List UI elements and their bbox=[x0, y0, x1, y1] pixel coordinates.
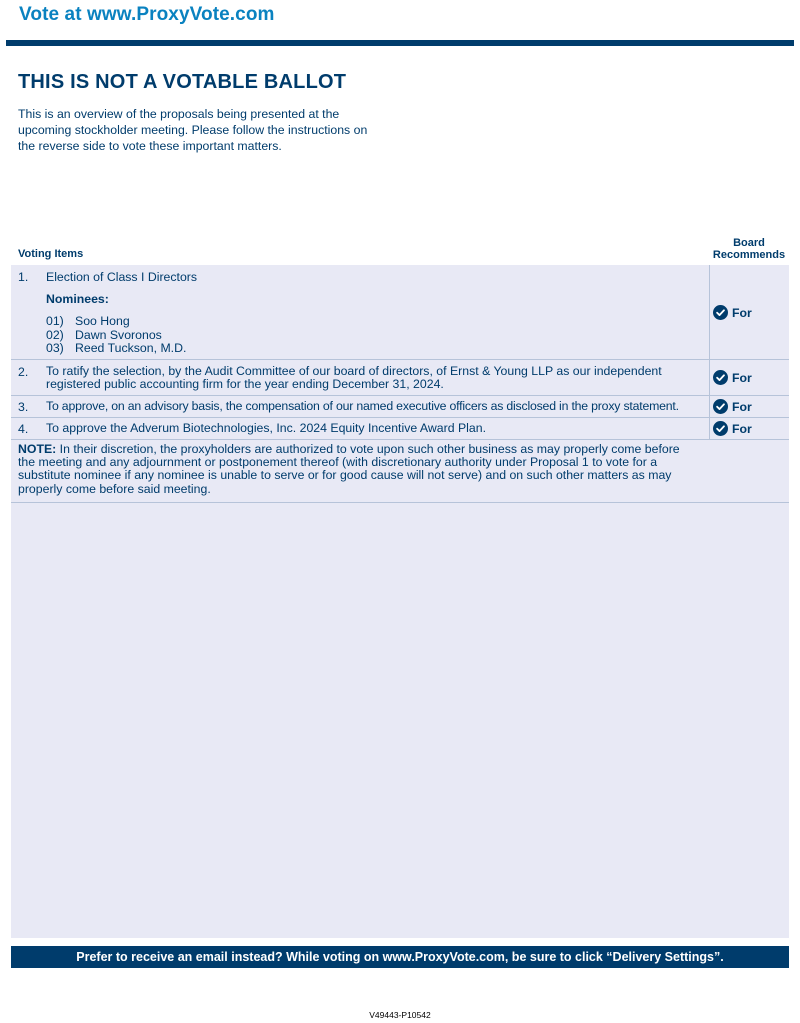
item-text bbox=[46, 365, 706, 391]
proxyvote-url-heading: Vote at www.ProxyVote.com bbox=[19, 4, 275, 25]
recommendation-label: For bbox=[732, 370, 752, 385]
note-line-2: the meeting and any adjournment or postponement thereof (with discretionary authority under Proposal 1 to vote for a bbox=[18, 455, 658, 470]
recommendation bbox=[713, 421, 752, 436]
delivery-settings-banner: Prefer to receive an email instead? While voting on www.ProxyVote.com, be sure to click “Delivery Settings”. bbox=[11, 946, 789, 968]
check-circle-icon bbox=[713, 305, 728, 320]
note-line-3: substitute nominee if any nominee is unable to serve or for good cause will not serve) and on such other matters as may bbox=[18, 468, 672, 483]
board-recommends-header bbox=[709, 237, 789, 261]
nominee-3 bbox=[46, 342, 186, 355]
intro-paragraph bbox=[18, 106, 398, 154]
discretion-note bbox=[18, 443, 718, 496]
recommendation bbox=[713, 370, 752, 385]
note-label: NOTE: bbox=[18, 442, 57, 456]
nominee-number: 01) bbox=[46, 314, 64, 328]
item-number: 3. bbox=[18, 400, 29, 414]
voting-items-header: Voting Items bbox=[18, 248, 84, 260]
nominees-label: Nominees: bbox=[46, 292, 109, 306]
page-title: THIS IS NOT A VOTABLE BALLOT bbox=[18, 71, 347, 93]
recommendation-label: For bbox=[732, 421, 752, 436]
note-line-4: properly come before said meeting. bbox=[18, 481, 211, 496]
voting-item-4 bbox=[11, 418, 789, 440]
intro-line-2: upcoming stockholder meeting. Please follow the instructions on bbox=[18, 123, 368, 137]
nominee-1 bbox=[46, 315, 130, 328]
intro-line-1: This is an overview of the proposals being presented at the bbox=[18, 107, 340, 121]
column-divider bbox=[709, 265, 710, 359]
intro-line-3: the reverse side to vote these important matters. bbox=[18, 139, 282, 153]
voting-item-1 bbox=[11, 265, 789, 360]
voting-item-2 bbox=[11, 360, 789, 396]
item-number: 1. bbox=[18, 270, 29, 284]
item-number: 4. bbox=[18, 422, 29, 436]
recommendation-label: For bbox=[732, 399, 752, 414]
nominee-number: 02) bbox=[46, 328, 64, 342]
check-circle-icon bbox=[713, 370, 728, 385]
check-circle-icon bbox=[713, 421, 728, 436]
note-divider bbox=[11, 502, 789, 503]
voting-item-3 bbox=[11, 396, 789, 418]
header-rule bbox=[6, 40, 794, 46]
check-circle-icon bbox=[713, 399, 728, 414]
note-line-1-text: In their discretion, the proxyholders are authorized to vote upon such other business as may properly come before bbox=[56, 442, 680, 456]
board-recommends-line-1: Board bbox=[733, 237, 765, 249]
document-code: V49443-P10542 bbox=[369, 1010, 431, 1020]
item-number: 2. bbox=[18, 365, 29, 379]
column-divider bbox=[709, 418, 710, 439]
recommendation-label: For bbox=[732, 305, 752, 320]
column-divider bbox=[709, 396, 710, 417]
item-text: To approve, on an advisory basis, the compensation of our named executive officers as disclosed in the proxy statement. bbox=[46, 399, 679, 413]
voting-items-panel bbox=[11, 265, 789, 938]
nominee-name: Dawn Svoronos bbox=[75, 328, 162, 342]
nominee-number: 03) bbox=[46, 341, 64, 355]
item-text-line-1: To ratify the selection, by the Audit Committee of our board of directors, of Ernst & Young LLP as our independent bbox=[46, 364, 662, 378]
item-text: Election of Class I Directors bbox=[46, 270, 198, 284]
nominee-name: Soo Hong bbox=[75, 314, 130, 328]
item-text-line-2: registered public accounting firm for the year ending December 31, 2024. bbox=[46, 377, 444, 391]
item-text: To approve the Adverum Biotechnologies, Inc. 2024 Equity Incentive Award Plan. bbox=[46, 421, 487, 435]
nominee-name: Reed Tuckson, M.D. bbox=[75, 341, 187, 355]
board-recommends-line-2: Recommends bbox=[712, 249, 786, 261]
column-divider bbox=[709, 360, 710, 395]
recommendation bbox=[713, 305, 752, 320]
recommendation bbox=[713, 399, 752, 414]
